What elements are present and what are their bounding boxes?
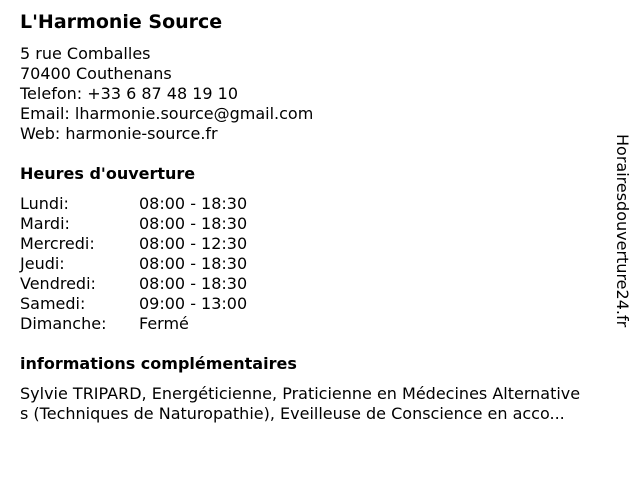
email-line: Email: lharmonie.source@gmail.com (20, 104, 314, 123)
time-value: 09:00 - 13:00 (139, 294, 248, 313)
address-city: 70400 Couthenans (20, 64, 172, 83)
address-street: 5 rue Comballes (20, 44, 151, 63)
site-watermark: Horairesdouverture24.fr (613, 134, 632, 328)
time-value: 08:00 - 12:30 (139, 234, 248, 253)
time-value: 08:00 - 18:30 (139, 274, 248, 293)
hours-row-thursday (20, 254, 320, 274)
business-name: L'Harmonie Source (20, 11, 223, 33)
additional-info-text (20, 384, 630, 424)
hours-row-saturday (20, 294, 320, 314)
day-label: Samedi: (20, 294, 86, 313)
day-label: Mercredi: (20, 234, 95, 253)
day-label: Lundi: (20, 194, 69, 213)
description-line-1: Sylvie TRIPARD, Energéticienne, Praticienne en Médecines Alternative (20, 384, 581, 403)
day-label: Jeudi: (20, 254, 65, 273)
time-value: 08:00 - 18:30 (139, 214, 248, 233)
day-label: Vendredi: (20, 274, 96, 293)
opening-hours-table (20, 194, 320, 334)
day-label: Mardi: (20, 214, 70, 233)
description-line-2: s (Techniques de Naturopathie), Eveilleuse de Conscience en acco... (20, 404, 565, 423)
website-line: Web: harmonie-source.fr (20, 124, 218, 143)
contact-block (20, 44, 313, 144)
hours-row-friday (20, 274, 320, 294)
time-value: 08:00 - 18:30 (139, 254, 248, 273)
hours-row-wednesday (20, 234, 320, 254)
hours-row-tuesday (20, 214, 320, 234)
hours-row-sunday (20, 314, 320, 334)
time-value: Fermé (139, 314, 189, 333)
day-label: Dimanche: (20, 314, 107, 333)
hours-row-monday (20, 194, 320, 214)
phone-line: Telefon: +33 6 87 48 19 10 (20, 84, 239, 103)
additional-info-heading: informations complémentaires (20, 354, 297, 373)
opening-hours-heading: Heures d'ouverture (20, 164, 196, 183)
time-value: 08:00 - 18:30 (139, 194, 248, 213)
